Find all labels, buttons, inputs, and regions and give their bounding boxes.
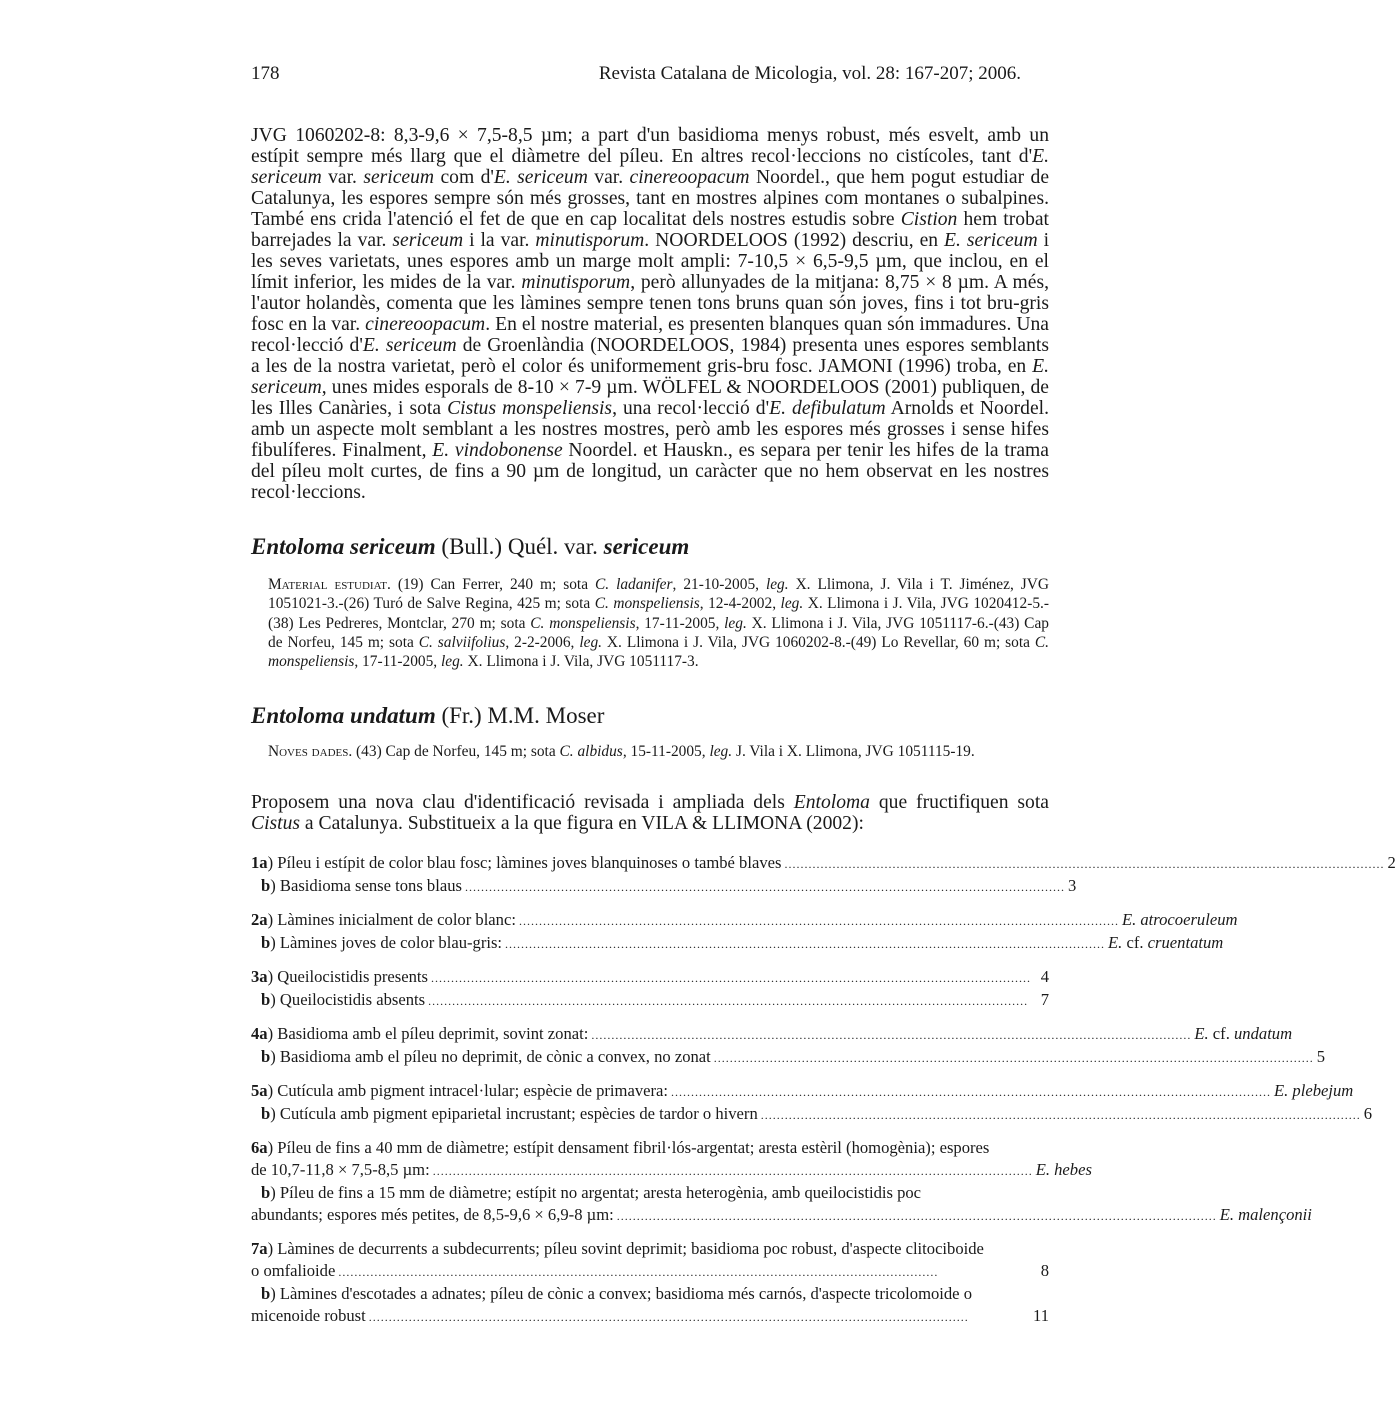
key-couplet-7 [251, 1238, 1049, 1328]
key-couplet-6 [251, 1137, 1312, 1227]
key-lead-1b: b) Basidioma sense tons blaus ...................................................................................................................................................... 3 [261, 875, 1077, 895]
key-lead-2a: 2a) Làmines inicialment de color blanc: ...................................................................................................................................................... E. atrocoeruleum [251, 909, 1238, 929]
key-lead-7a-end: o omfalioide ...................................................................................................................................................... 8 [251, 1260, 1049, 1280]
main-content [251, 125, 1396, 1339]
species-heading-sericeum: Entoloma sericeum (Bull.) Quél. var. sericeum [251, 534, 690, 559]
key-couplet-3 [251, 966, 1049, 1012]
material-examined: Material estudiat. (19) Can Ferrer, 240 m; sota C. ladanifer, 21-10-2005, leg. X. Llimona, J. Vila i T. Jiménez, JVG 1051021-3.-(26) Turó de Salve Regina, 425 m; sota C. monspeliensis, 12-4-2002, leg. X. Llimona i J. Vila, JVG 1020412-5.-(38) Les Pedreres, Montclar, 270 m; sota C. monspeliensis, 17-11-2005, leg. X. Llimona i J. Vila, JVG 1051117-6.-(43) Cap de Norfeu, 145 m; sota C. salviifolius, 2-2-2006, leg. X. Llimona i J. Vila, JVG 1060202-8.-(49) Lo Revellar, 60 m; sota C. monspeliensis, 17-11-2005, leg. X. Llimona i J. Vila, JVG 1051117-3. [268, 576, 1050, 671]
key-lead-7b-end: micenoide robust ...................................................................................................................................................... 11 [251, 1305, 1049, 1325]
key-lead-3b: b) Queilocistidis absents ...................................................................................................................................................... 7 [261, 989, 1049, 1009]
page-number: 178 [251, 63, 280, 84]
species-heading-undatum: Entoloma undatum (Fr.) M.M. Moser [251, 703, 605, 729]
key-lead-5b: b) Cutícula amb pigment epiparietal incrustant; espècies de tardor o hivern ...................................................................................................................................................... 6 [261, 1103, 1373, 1123]
key-lead-6a-end: de 10,7-11,8 × 7,5-8,5 µm: ...................................................................................................................................................... E. hebes [251, 1159, 1092, 1179]
key-lead-6b: b) Píleu de fins a 15 mm de diàmetre; estípit no argentat; aresta heterogènia, amb queilocistidis poc [261, 1182, 922, 1202]
key-lead-6a: 6a) Píleu de fins a 40 mm de diàmetre; estípit densament fibril·lós-argentat; aresta estèril (homogènia); espores [251, 1137, 990, 1157]
key-lead-7b: b) Làmines d'escotades a adnates; píleu de cònic a convex; basidioma més carnós, d'aspecte tricolomoide o [261, 1283, 972, 1303]
key-couplet-1 [251, 852, 1396, 898]
key-lead-1a: 1a) Píleu i estípit de color blau fosc; làmines joves blanquinoses o també blaves ...................................................................................................................................................... 2 [251, 852, 1396, 872]
key-lead-5a: 5a) Cutícula amb pigment intracel·lular; espècie de primavera: ...................................................................................................................................................... E. plebejum [251, 1080, 1354, 1100]
key-couplet-5 [251, 1080, 1373, 1126]
journal-citation: Revista Catalana de Micologia, vol. 28: 167-207; 2006. [598, 63, 1021, 84]
key-lead-6b-end: abundants; espores més petites, de 8,5-9,6 × 6,9-8 µm: ...................................................................................................................................................... E. malençonii [251, 1204, 1312, 1224]
key-lead-3a: 3a) Queilocistidis presents ...................................................................................................................................................... 4 [251, 966, 1049, 986]
key-introduction: Proposem una nova clau d'identificació revisada i ampliada dels Entoloma que fructifiquen sota Cistus a Catalunya. Substitueix a la que figura en VILA & LLIMONA (2002): [251, 791, 1049, 834]
identification-key [251, 852, 1396, 1328]
key-lead-4a: 4a) Basidioma amb el píleu deprimit, sovint zonat: ...................................................................................................................................................... E. cf. undatum [251, 1023, 1293, 1043]
key-lead-7a: 7a) Làmines de decurrents a subdecurrents; píleu sovint deprimit; basidioma poc robust, d'aspecte clitociboide [251, 1238, 984, 1258]
key-couplet-2 [251, 909, 1238, 955]
key-lead-4b: b) Basidioma amb el píleu no deprimit, de cònic a convex, no zonat ...................................................................................................................................................... 5 [261, 1046, 1326, 1066]
new-data: Noves dades. (43) Cap de Norfeu, 145 m; sota C. albidus, 15-11-2005, leg. J. Vila i X. Llimona, JVG 1051115-19. [268, 743, 975, 761]
key-couplet-4 [251, 1023, 1326, 1069]
intro-paragraph: JVG 1060202-8: 8,3-9,6 × 7,5-8,5 µm; a part d'un basidioma menys robust, més esvelt, amb un estípit sempre més llarg que el diàmetre del píleu. En altres recol·leccions no cistícoles, tant d'E. sericeum var. sericeum com d'E. sericeum var. cinereoopacum Noordel., que hem pogut estudiar de Catalunya, les espores sempre són més grosses, tant en mostres alpines com montanes o subalpines. També ens crida l'atenció el fet de que en cap localitat dels nostres estudis sobre Cistion hem trobat barrejades la var. sericeum i la var. minutisporum. NOORDELOOS (1992) descriu, en E. sericeum i les seves varietats, unes espores amb un marge molt ampli: 7-10,5 × 6,5-9,5 µm, que inclou, en el límit inferior, les mides de la var. minutisporum, però allunyades de la mitjana: 8,75 × 8 µm. A més, l'autor holandès, comenta que les làmines sempre tenen tons bruns quan són joves, fins i tot bru-gris fosc en la var. cinereoopacum. En el nostre material, es presenten blanques quan són immadures. Una recol·lecció d'E. sericeum de Groenlàndia (NOORDELOOS, 1984) presenta unes espores semblants a les de la nostra varietat, però el color és uniformement gris-bru fosc. JAMONI (1996) troba, en E. sericeum, unes mides esporals de 8-10 × 7-9 µm. WÖLFEL & NOORDELOOS (2001) publiquen, de les Illes Canàries, i sota Cistus monspeliensis, una recol·lecció d'E. defibulatum Arnolds et Noordel. amb un aspecte molt semblant a les nostres mostres, però amb les espores més grosses i sense hifes fibulíferes. Finalment, E. vindobonense Noordel. et Hauskn., es separa per tenir les hifes de la trama del píleu molt curtes, de fins a 90 µm de longitud, un caràcter que no hem observat en les nostres recol·leccions. [251, 125, 1050, 503]
key-lead-2b: b) Làmines joves de color blau-gris: ...................................................................................................................................................... E. cf. cruentatum [261, 932, 1224, 952]
